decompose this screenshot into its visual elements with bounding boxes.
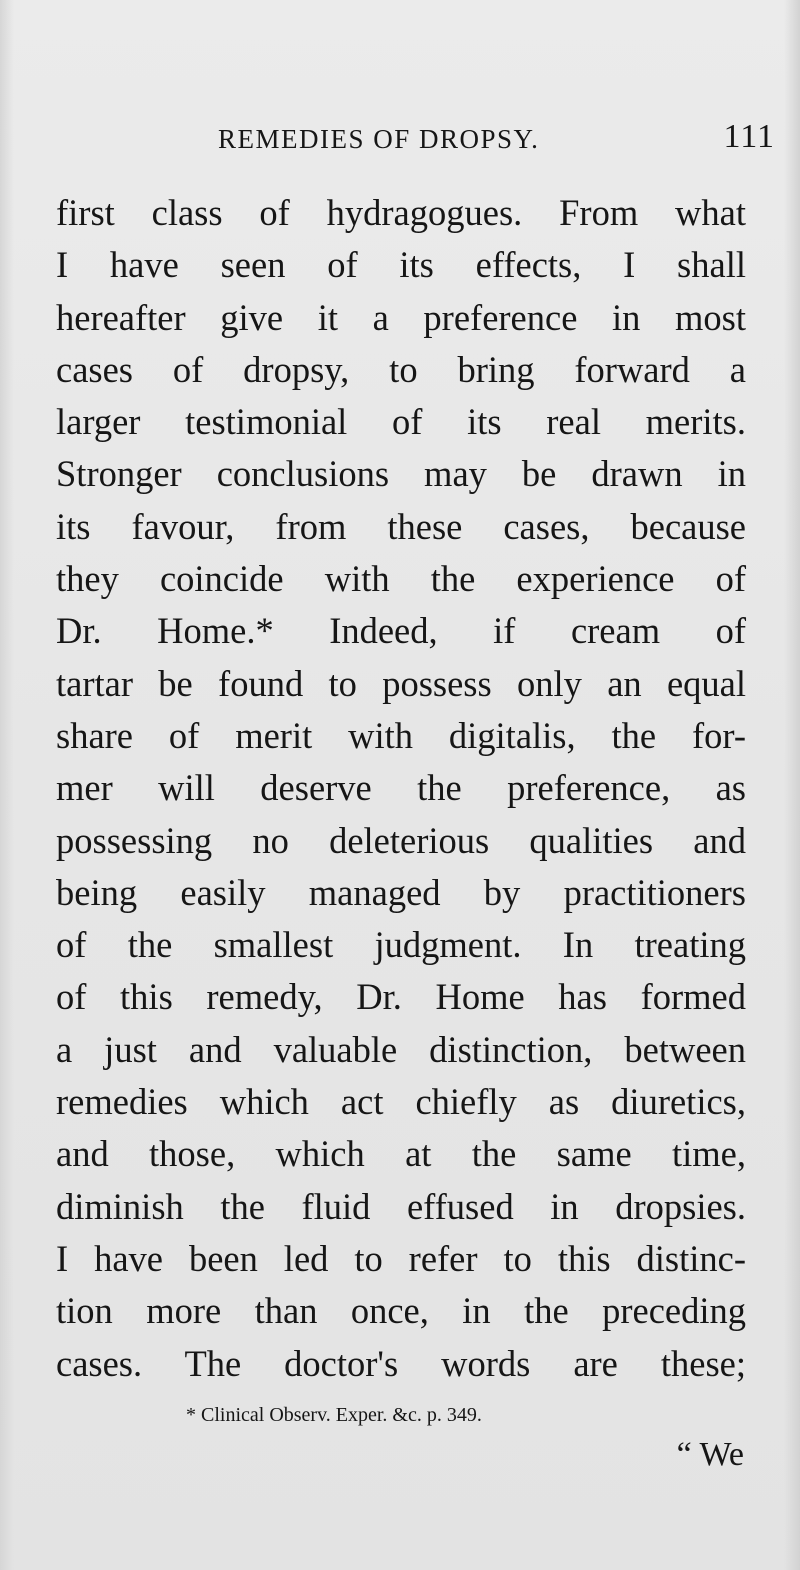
text-line: larger testimonial of its real merits.: [56, 401, 746, 443]
running-head: REMEDIES OF DROPSY.: [218, 124, 540, 154]
text-line: cases. The doctor's words are these;: [56, 1342, 746, 1384]
text-line: being easily managed by practitioners: [56, 871, 746, 913]
text-line: hereafter give it a preference in most: [56, 296, 746, 338]
text-line: its favour, from these cases, because: [56, 505, 746, 547]
text-line: I have seen of its effects, I shall: [56, 244, 746, 286]
text-line: I have been led to refer to this distinc-: [56, 1237, 746, 1279]
text-line: possessing no deleterious qualities and: [56, 819, 746, 861]
text-line: first class of hydragogues. From what: [56, 192, 746, 233]
catchword: “ We: [676, 1436, 744, 1473]
body-text: [56, 187, 746, 1390]
footnote: * Clinical Observ. Exper. &c. p. 349.: [186, 1404, 482, 1426]
page-right-edge-shadow: [784, 0, 800, 1570]
text-line: tion more than once, in the preceding: [56, 1290, 746, 1332]
text-line: mer will deserve the preference, as: [56, 767, 746, 809]
text-line: diminish the fluid effused in dropsies.: [56, 1185, 746, 1227]
text-line: a just and valuable distinction, between: [56, 1028, 746, 1070]
page-header: [100, 118, 775, 168]
text-line: and those, which at the same time,: [56, 1133, 746, 1175]
text-line: tartar be found to possess only an equal: [56, 662, 746, 704]
text-line: share of merit with digitalis, the for-: [56, 714, 746, 756]
text-line: of this remedy, Dr. Home has formed: [56, 976, 746, 1018]
text-line: they coincide with the experience of: [56, 558, 746, 600]
page-left-edge-shadow: [0, 0, 14, 1570]
text-line: Dr. Home.* Indeed, if cream of: [56, 610, 746, 652]
text-line: cases of dropsy, to bring forward a: [56, 348, 746, 390]
text-line: remedies which act chiefly as diuretics,: [56, 1081, 746, 1123]
page-number: 111: [723, 118, 775, 155]
text-line: of the smallest judgment. In treating: [56, 924, 746, 966]
text-line: Stronger conclusions may be drawn in: [56, 453, 746, 495]
